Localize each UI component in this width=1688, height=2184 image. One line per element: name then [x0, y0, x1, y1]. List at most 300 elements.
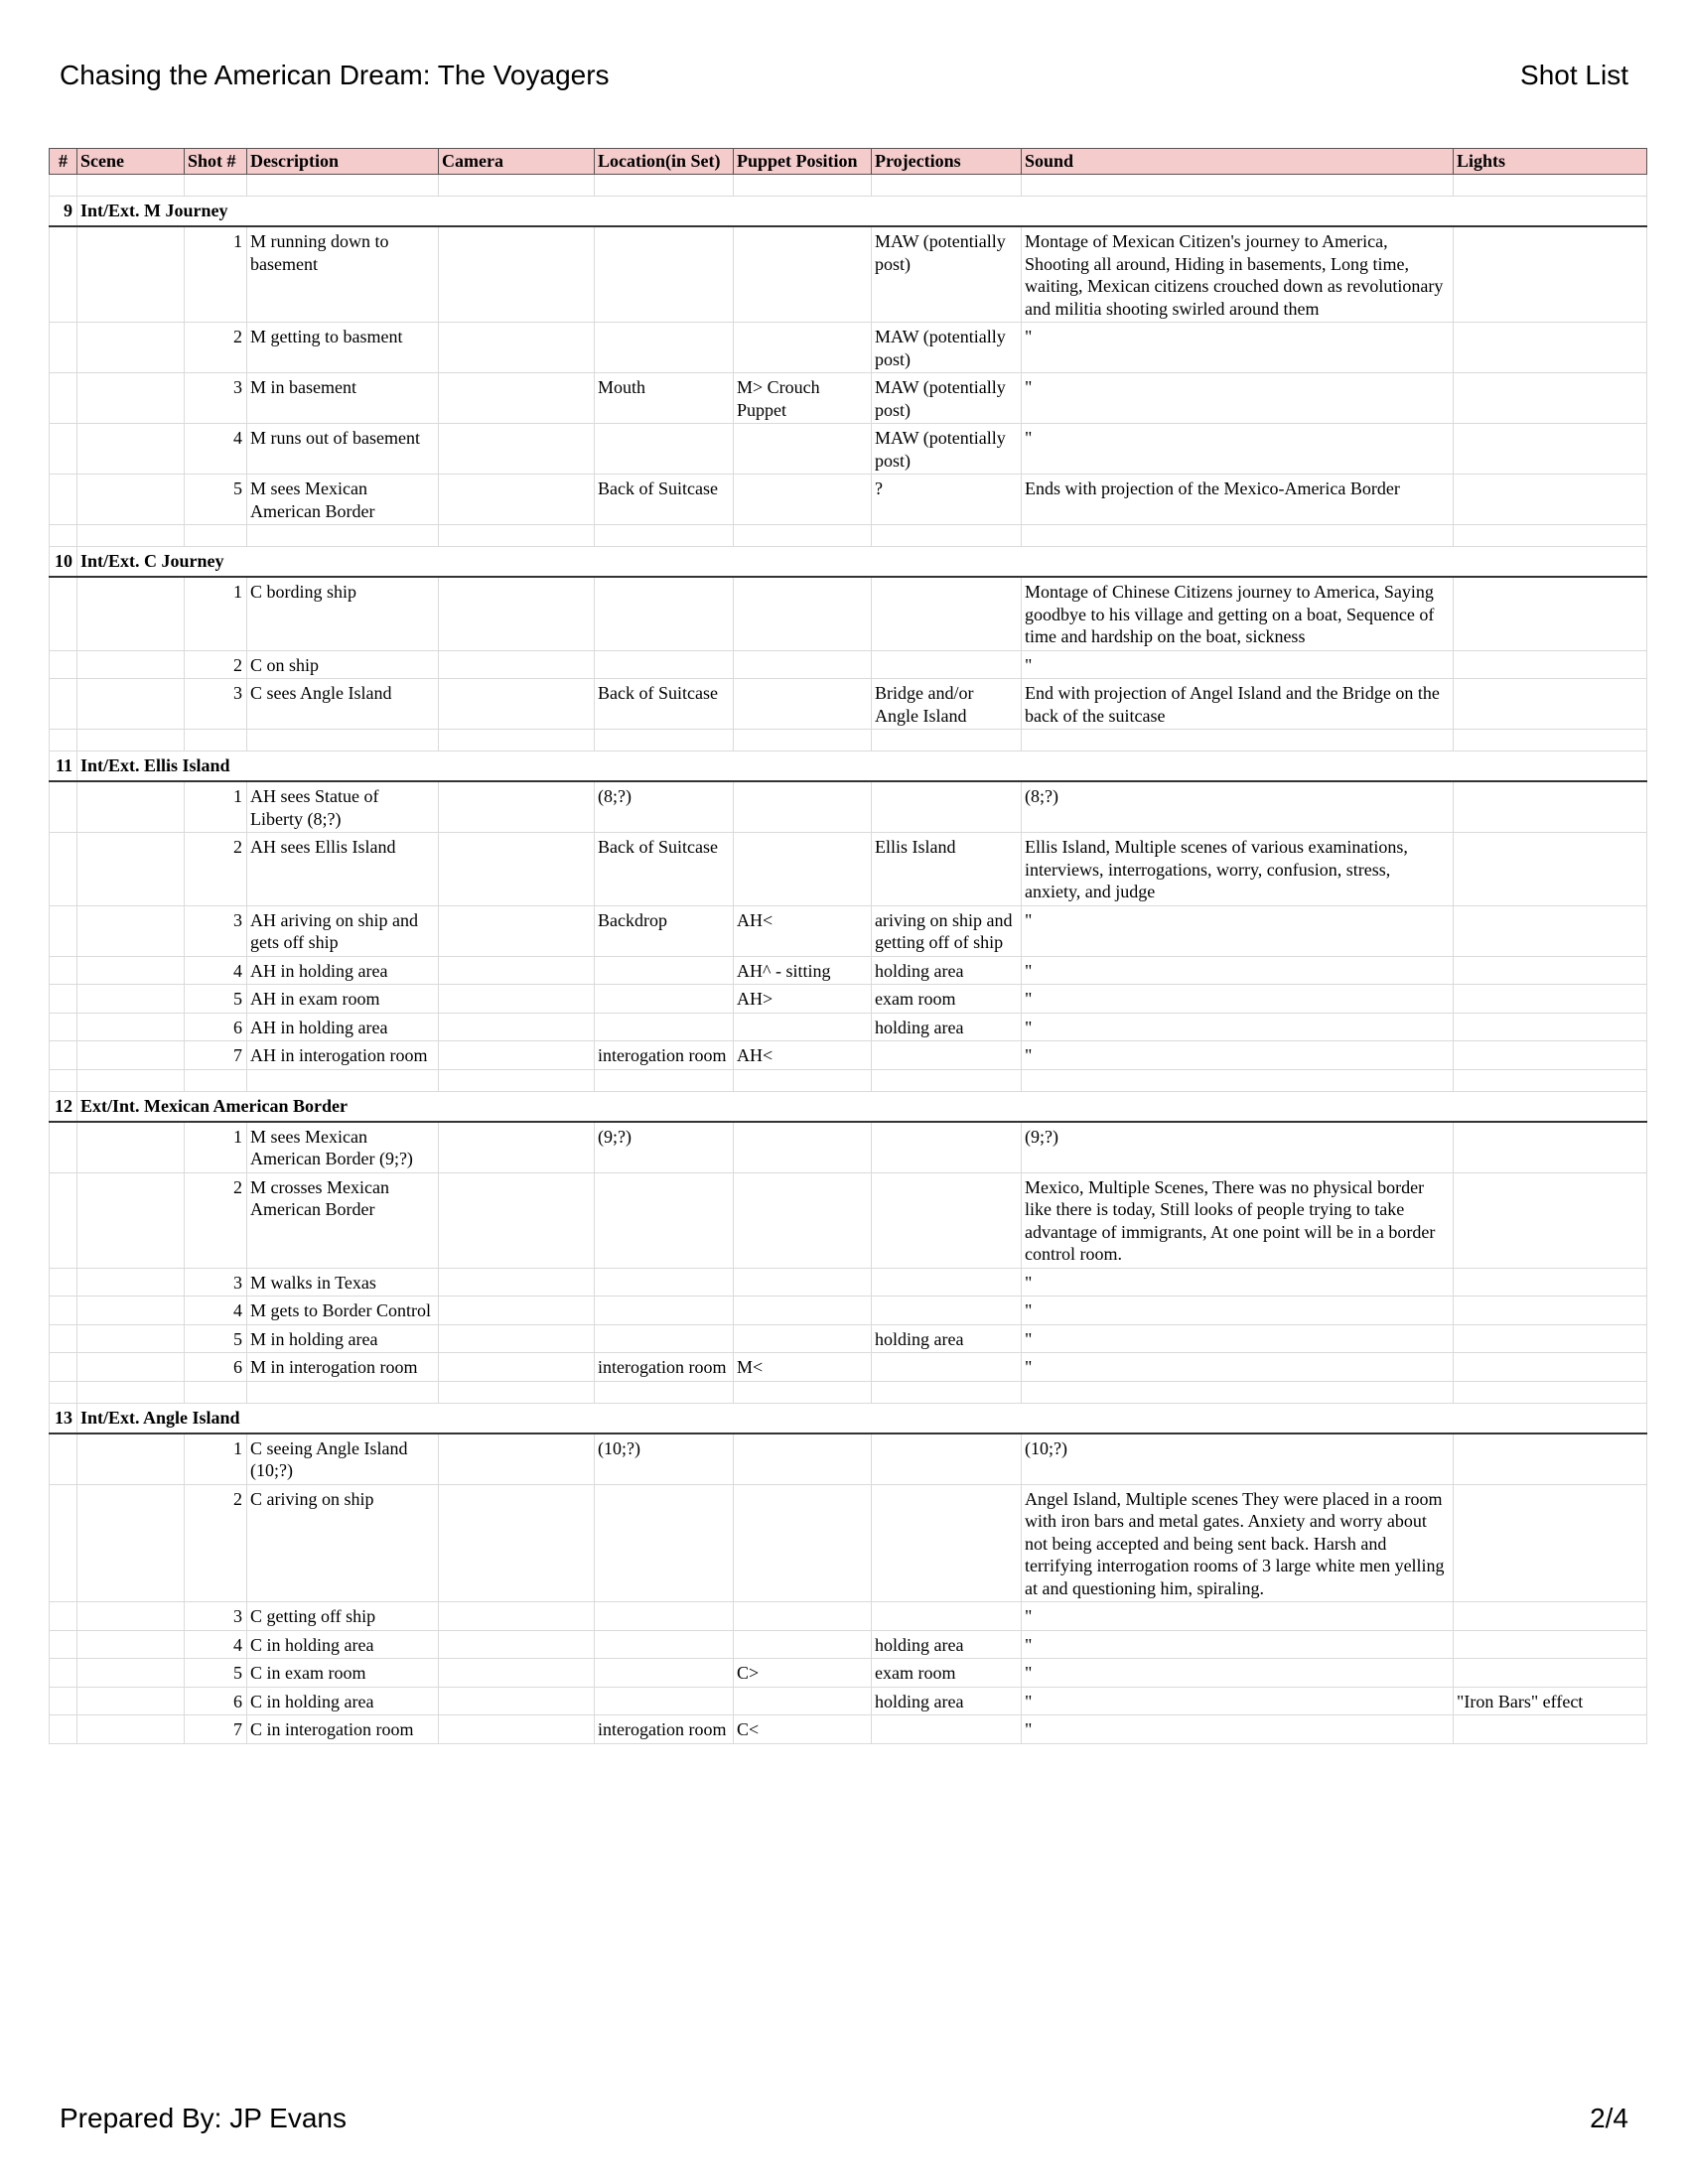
shot-number-cell: 1	[185, 1122, 247, 1173]
shot-puppet-position-cell	[734, 1630, 872, 1659]
shot-camera-cell	[439, 679, 595, 730]
shot-location-cell	[595, 1659, 734, 1688]
shot-lights-cell	[1454, 1172, 1647, 1268]
shot-camera-cell	[439, 1630, 595, 1659]
shot-description-cell: C in holding area	[247, 1630, 439, 1659]
shot-projections-cell	[872, 1353, 1022, 1382]
shot-location-cell	[595, 226, 734, 323]
shot-puppet-position-cell	[734, 833, 872, 906]
shot-lights-cell	[1454, 1659, 1647, 1688]
shot-puppet-position-cell	[734, 679, 872, 730]
empty-cell	[77, 226, 185, 323]
shot-puppet-position-cell	[734, 323, 872, 373]
shot-number-cell: 2	[185, 1172, 247, 1268]
shot-description-cell: AH ariving on ship and gets off ship	[247, 905, 439, 956]
shot-puppet-position-cell: AH<	[734, 1041, 872, 1070]
shot-number-cell: 5	[185, 1324, 247, 1353]
scene-header-row	[50, 1091, 1647, 1122]
shot-row	[50, 679, 1647, 730]
empty-cell	[50, 1602, 77, 1631]
shot-puppet-position-cell	[734, 650, 872, 679]
spacer-row	[50, 175, 1647, 197]
empty-cell	[50, 424, 77, 475]
shot-row	[50, 1268, 1647, 1297]
shot-location-cell: Back of Suitcase	[595, 475, 734, 525]
column-header-camera: Camera	[439, 149, 595, 175]
empty-cell	[872, 175, 1022, 197]
column-header-sound: Sound	[1022, 149, 1454, 175]
empty-cell	[50, 650, 77, 679]
shot-number-cell: 4	[185, 1630, 247, 1659]
empty-cell	[50, 226, 77, 323]
empty-cell	[50, 1297, 77, 1325]
shot-puppet-position-cell	[734, 1602, 872, 1631]
shot-location-cell: interogation room	[595, 1715, 734, 1744]
shot-puppet-position-cell: M> Crouch Puppet	[734, 373, 872, 424]
shot-lights-cell	[1454, 1013, 1647, 1041]
shot-number-cell: 4	[185, 956, 247, 985]
empty-cell	[872, 525, 1022, 547]
shot-camera-cell	[439, 1324, 595, 1353]
shot-sound-cell: "	[1022, 424, 1454, 475]
shot-number-cell: 2	[185, 1484, 247, 1602]
shot-puppet-position-cell	[734, 1433, 872, 1485]
shot-location-cell	[595, 1268, 734, 1297]
empty-cell	[50, 1353, 77, 1382]
empty-cell	[1454, 1069, 1647, 1091]
empty-cell	[247, 1381, 439, 1403]
shot-camera-cell	[439, 475, 595, 525]
shot-projections-cell	[872, 1602, 1022, 1631]
shot-location-cell: Back of Suitcase	[595, 679, 734, 730]
shot-sound-cell: "	[1022, 1297, 1454, 1325]
shot-number-cell: 5	[185, 985, 247, 1014]
shot-number-cell: 1	[185, 577, 247, 650]
shot-puppet-position-cell	[734, 781, 872, 833]
shot-projections-cell	[872, 1297, 1022, 1325]
shot-row	[50, 424, 1647, 475]
shot-projections-cell	[872, 1172, 1022, 1268]
shot-description-cell: M in interogation room	[247, 1353, 439, 1382]
empty-cell	[872, 730, 1022, 751]
shot-sound-cell: "	[1022, 1687, 1454, 1715]
empty-cell	[185, 525, 247, 547]
shot-puppet-position-cell	[734, 1268, 872, 1297]
empty-cell	[50, 905, 77, 956]
shot-description-cell: C sees Angle Island	[247, 679, 439, 730]
shot-number-cell: 5	[185, 1659, 247, 1688]
shot-number-cell: 7	[185, 1041, 247, 1070]
shot-sound-cell: Angel Island, Multiple scenes They were placed in a room with iron bars and metal gates. Anxiety and worry about not being accepted and being sent back. Harsh and terrifying interrogation rooms of 3 large white men yelling at and questioning him, spiraling.	[1022, 1484, 1454, 1602]
empty-cell	[77, 1297, 185, 1325]
empty-cell	[50, 373, 77, 424]
shot-row	[50, 1122, 1647, 1173]
shot-camera-cell	[439, 323, 595, 373]
column-header-puppet-position: Puppet Position	[734, 149, 872, 175]
shot-camera-cell	[439, 1013, 595, 1041]
shot-projections-cell: holding area	[872, 1013, 1022, 1041]
shot-description-cell: AH in interogation room	[247, 1041, 439, 1070]
empty-cell	[77, 1602, 185, 1631]
shot-camera-cell	[439, 1353, 595, 1382]
empty-cell	[77, 175, 185, 197]
shot-camera-cell	[439, 905, 595, 956]
document-kind-label: Shot List	[1520, 60, 1628, 90]
shot-sound-cell: Mexico, Multiple Scenes, There was no physical border like there is today, Still looks of people trying to take advantage of immigrants, At one point will be in a border control room.	[1022, 1172, 1454, 1268]
shot-camera-cell	[439, 1715, 595, 1744]
empty-cell	[50, 323, 77, 373]
shot-lights-cell	[1454, 956, 1647, 985]
empty-cell	[734, 525, 872, 547]
shot-number-cell: 2	[185, 323, 247, 373]
empty-cell	[1022, 1069, 1454, 1091]
shot-row	[50, 323, 1647, 373]
scene-header-row	[50, 547, 1647, 578]
scene-title: Int/Ext. Angle Island	[77, 1403, 1647, 1433]
shot-camera-cell	[439, 1433, 595, 1485]
shot-location-cell	[595, 985, 734, 1014]
shot-lights-cell	[1454, 985, 1647, 1014]
scene-number: 10	[50, 547, 77, 578]
shot-lights-cell	[1454, 1297, 1647, 1325]
shot-number-cell: 6	[185, 1353, 247, 1382]
empty-cell	[77, 679, 185, 730]
empty-cell	[439, 1381, 595, 1403]
column-header-number: #	[50, 149, 77, 175]
empty-cell	[50, 781, 77, 833]
shot-lights-cell	[1454, 833, 1647, 906]
shot-sound-cell: (10;?)	[1022, 1433, 1454, 1485]
empty-cell	[77, 650, 185, 679]
empty-cell	[50, 1268, 77, 1297]
shot-row	[50, 373, 1647, 424]
scene-title: Int/Ext. M Journey	[77, 197, 1647, 227]
shot-list-table	[49, 148, 1647, 1744]
shot-location-cell	[595, 1687, 734, 1715]
shot-camera-cell	[439, 577, 595, 650]
shot-lights-cell	[1454, 679, 1647, 730]
shot-row	[50, 985, 1647, 1014]
shot-lights-cell	[1454, 323, 1647, 373]
shot-number-cell: 7	[185, 1715, 247, 1744]
shot-row	[50, 1630, 1647, 1659]
empty-cell	[595, 730, 734, 751]
prepared-by-footer: Prepared By: JP Evans	[60, 2103, 347, 2133]
shot-number-cell: 1	[185, 781, 247, 833]
shot-description-cell: C in exam room	[247, 1659, 439, 1688]
empty-cell	[77, 424, 185, 475]
shot-row	[50, 1353, 1647, 1382]
empty-cell	[50, 833, 77, 906]
shot-projections-cell: holding area	[872, 1324, 1022, 1353]
shot-number-cell: 3	[185, 1268, 247, 1297]
empty-cell	[439, 525, 595, 547]
empty-cell	[185, 730, 247, 751]
shot-location-cell: (10;?)	[595, 1433, 734, 1485]
shot-lights-cell	[1454, 1041, 1647, 1070]
empty-cell	[734, 1381, 872, 1403]
shot-location-cell	[595, 323, 734, 373]
empty-cell	[595, 175, 734, 197]
shot-description-cell: C getting off ship	[247, 1602, 439, 1631]
shot-description-cell: AH sees Statue of Liberty (8;?)	[247, 781, 439, 833]
shot-puppet-position-cell	[734, 1324, 872, 1353]
shot-description-cell: M in basement	[247, 373, 439, 424]
shot-row	[50, 1324, 1647, 1353]
shot-camera-cell	[439, 1122, 595, 1173]
shot-description-cell: AH in holding area	[247, 1013, 439, 1041]
empty-cell	[595, 1069, 734, 1091]
shot-row	[50, 956, 1647, 985]
empty-cell	[1454, 1381, 1647, 1403]
scene-header-row	[50, 1403, 1647, 1433]
empty-cell	[50, 1069, 77, 1091]
scene-title: Int/Ext. C Journey	[77, 547, 1647, 578]
spacer-row	[50, 1069, 1647, 1091]
shot-number-cell: 2	[185, 650, 247, 679]
shot-puppet-position-cell	[734, 1122, 872, 1173]
empty-cell	[77, 1381, 185, 1403]
shot-puppet-position-cell	[734, 475, 872, 525]
shot-lights-cell	[1454, 373, 1647, 424]
empty-cell	[77, 475, 185, 525]
shot-camera-cell	[439, 650, 595, 679]
empty-cell	[439, 175, 595, 197]
empty-cell	[872, 1069, 1022, 1091]
empty-cell	[77, 1324, 185, 1353]
empty-cell	[77, 1013, 185, 1041]
shot-list-body	[50, 175, 1647, 1744]
shot-puppet-position-cell	[734, 577, 872, 650]
shot-description-cell: M in holding area	[247, 1324, 439, 1353]
shot-location-cell: Back of Suitcase	[595, 833, 734, 906]
shot-location-cell	[595, 956, 734, 985]
shot-sound-cell: Montage of Mexican Citizen's journey to America, Shooting all around, Hiding in basements, Long time, waiting, Mexican citizens crouched down as revolutionary and militia shooting swirled around them	[1022, 226, 1454, 323]
shot-projections-cell: holding area	[872, 1687, 1022, 1715]
shot-row	[50, 1602, 1647, 1631]
shot-row	[50, 1041, 1647, 1070]
empty-cell	[50, 679, 77, 730]
shot-sound-cell: "	[1022, 1630, 1454, 1659]
empty-cell	[185, 1381, 247, 1403]
shot-lights-cell	[1454, 424, 1647, 475]
shot-lights-cell	[1454, 226, 1647, 323]
shot-projections-cell	[872, 1715, 1022, 1744]
shot-row	[50, 1013, 1647, 1041]
scene-header-row	[50, 751, 1647, 782]
empty-cell	[50, 1013, 77, 1041]
spacer-row	[50, 1381, 1647, 1403]
shot-number-cell: 4	[185, 424, 247, 475]
shot-location-cell	[595, 424, 734, 475]
shot-description-cell: M crosses Mexican American Border	[247, 1172, 439, 1268]
shot-puppet-position-cell	[734, 424, 872, 475]
shot-location-cell: Mouth	[595, 373, 734, 424]
empty-cell	[77, 905, 185, 956]
shot-location-cell: (8;?)	[595, 781, 734, 833]
empty-cell	[77, 730, 185, 751]
shot-number-cell: 1	[185, 1433, 247, 1485]
column-header-lights: Lights	[1454, 149, 1647, 175]
empty-cell	[77, 1041, 185, 1070]
shot-camera-cell	[439, 1172, 595, 1268]
shot-sound-cell: "	[1022, 1324, 1454, 1353]
empty-cell	[77, 1122, 185, 1173]
empty-cell	[1022, 730, 1454, 751]
shot-camera-cell	[439, 985, 595, 1014]
shot-sound-cell: Montage of Chinese Citizens journey to America, Saying goodbye to his village and getting on a boat, Sequence of time and hardship on the boat, sickness	[1022, 577, 1454, 650]
empty-cell	[439, 1069, 595, 1091]
shot-lights-cell	[1454, 1433, 1647, 1485]
shot-number-cell: 4	[185, 1297, 247, 1325]
shot-projections-cell	[872, 577, 1022, 650]
shot-description-cell: M getting to basment	[247, 323, 439, 373]
empty-cell	[185, 1069, 247, 1091]
shot-projections-cell	[872, 650, 1022, 679]
shot-sound-cell: (9;?)	[1022, 1122, 1454, 1173]
empty-cell	[77, 1433, 185, 1485]
shot-projections-cell: holding area	[872, 956, 1022, 985]
empty-cell	[77, 1715, 185, 1744]
shot-description-cell: M sees Mexican American Border	[247, 475, 439, 525]
shot-sound-cell: "	[1022, 1715, 1454, 1744]
shot-camera-cell	[439, 1268, 595, 1297]
empty-cell	[77, 1630, 185, 1659]
shot-number-cell: 6	[185, 1687, 247, 1715]
shot-sound-cell: "	[1022, 1602, 1454, 1631]
empty-cell	[77, 1659, 185, 1688]
shot-description-cell: C in holding area	[247, 1687, 439, 1715]
empty-cell	[1454, 525, 1647, 547]
shot-puppet-position-cell: AH^ - sitting	[734, 956, 872, 985]
shot-sound-cell: "	[1022, 1353, 1454, 1382]
empty-cell	[247, 1069, 439, 1091]
shot-number-cell: 6	[185, 1013, 247, 1041]
shot-projections-cell	[872, 1268, 1022, 1297]
shot-sound-cell: Ends with projection of the Mexico-America Border	[1022, 475, 1454, 525]
shot-puppet-position-cell	[734, 226, 872, 323]
shot-projections-cell	[872, 1484, 1022, 1602]
shot-camera-cell	[439, 781, 595, 833]
shot-projections-cell: MAW (potentially post)	[872, 323, 1022, 373]
empty-cell	[1022, 175, 1454, 197]
shot-puppet-position-cell: AH<	[734, 905, 872, 956]
empty-cell	[247, 175, 439, 197]
column-header-description: Description	[247, 149, 439, 175]
shot-projections-cell: Bridge and/or Angle Island	[872, 679, 1022, 730]
scene-number: 13	[50, 1403, 77, 1433]
shot-number-cell: 3	[185, 373, 247, 424]
scene-number: 9	[50, 197, 77, 227]
shot-number-cell: 1	[185, 226, 247, 323]
shot-location-cell	[595, 650, 734, 679]
shot-description-cell: M sees Mexican American Border (9;?)	[247, 1122, 439, 1173]
empty-cell	[734, 730, 872, 751]
shot-projections-cell: exam room	[872, 985, 1022, 1014]
shot-sound-cell: "	[1022, 650, 1454, 679]
shot-location-cell: (9;?)	[595, 1122, 734, 1173]
shot-puppet-position-cell: AH>	[734, 985, 872, 1014]
document-title: Chasing the American Dream: The Voyagers	[60, 60, 610, 90]
shot-puppet-position-cell	[734, 1687, 872, 1715]
column-header-scene: Scene	[77, 149, 185, 175]
empty-cell	[50, 1041, 77, 1070]
spacer-row	[50, 730, 1647, 751]
shot-projections-cell: MAW (potentially post)	[872, 373, 1022, 424]
shot-description-cell: C on ship	[247, 650, 439, 679]
shot-row	[50, 905, 1647, 956]
empty-cell	[50, 1324, 77, 1353]
empty-cell	[50, 175, 77, 197]
shot-row	[50, 577, 1647, 650]
shot-row	[50, 1484, 1647, 1602]
empty-cell	[50, 1687, 77, 1715]
shot-description-cell: C in interogation room	[247, 1715, 439, 1744]
shot-sound-cell: "	[1022, 1268, 1454, 1297]
shot-number-cell: 3	[185, 1602, 247, 1631]
empty-cell	[50, 1630, 77, 1659]
empty-cell	[77, 1484, 185, 1602]
shot-description-cell: C seeing Angle Island (10;?)	[247, 1433, 439, 1485]
shot-camera-cell	[439, 1659, 595, 1688]
shot-camera-cell	[439, 833, 595, 906]
empty-cell	[77, 985, 185, 1014]
empty-cell	[50, 475, 77, 525]
shot-projections-cell	[872, 781, 1022, 833]
empty-cell	[734, 175, 872, 197]
shot-location-cell	[595, 1297, 734, 1325]
shot-description-cell: M walks in Texas	[247, 1268, 439, 1297]
scene-number: 11	[50, 751, 77, 782]
empty-cell	[1022, 1381, 1454, 1403]
shot-description-cell: AH sees Ellis Island	[247, 833, 439, 906]
shot-projections-cell: MAW (potentially post)	[872, 226, 1022, 323]
empty-cell	[77, 833, 185, 906]
shot-location-cell	[595, 577, 734, 650]
scene-header-row	[50, 197, 1647, 227]
shot-projections-cell: ?	[872, 475, 1022, 525]
empty-cell	[1454, 730, 1647, 751]
shot-camera-cell	[439, 956, 595, 985]
shot-sound-cell: "	[1022, 1013, 1454, 1041]
shot-row	[50, 781, 1647, 833]
empty-cell	[50, 1484, 77, 1602]
empty-cell	[50, 525, 77, 547]
shot-sound-cell: "	[1022, 956, 1454, 985]
shot-row	[50, 475, 1647, 525]
shot-projections-cell: exam room	[872, 1659, 1022, 1688]
empty-cell	[77, 1172, 185, 1268]
shot-lights-cell	[1454, 1602, 1647, 1631]
shot-camera-cell	[439, 1297, 595, 1325]
shot-lights-cell	[1454, 1484, 1647, 1602]
spacer-row	[50, 525, 1647, 547]
shot-location-cell	[595, 1602, 734, 1631]
column-header-projections: Projections	[872, 149, 1022, 175]
shot-projections-cell: ariving on ship and getting off of ship	[872, 905, 1022, 956]
shot-lights-cell	[1454, 905, 1647, 956]
empty-cell	[77, 781, 185, 833]
shot-location-cell	[595, 1324, 734, 1353]
empty-cell	[77, 1353, 185, 1382]
shot-location-cell	[595, 1630, 734, 1659]
shot-puppet-position-cell	[734, 1013, 872, 1041]
empty-cell	[50, 1715, 77, 1744]
shot-lights-cell	[1454, 1324, 1647, 1353]
shot-description-cell: M gets to Border Control	[247, 1297, 439, 1325]
shot-camera-cell	[439, 373, 595, 424]
shot-camera-cell	[439, 226, 595, 323]
